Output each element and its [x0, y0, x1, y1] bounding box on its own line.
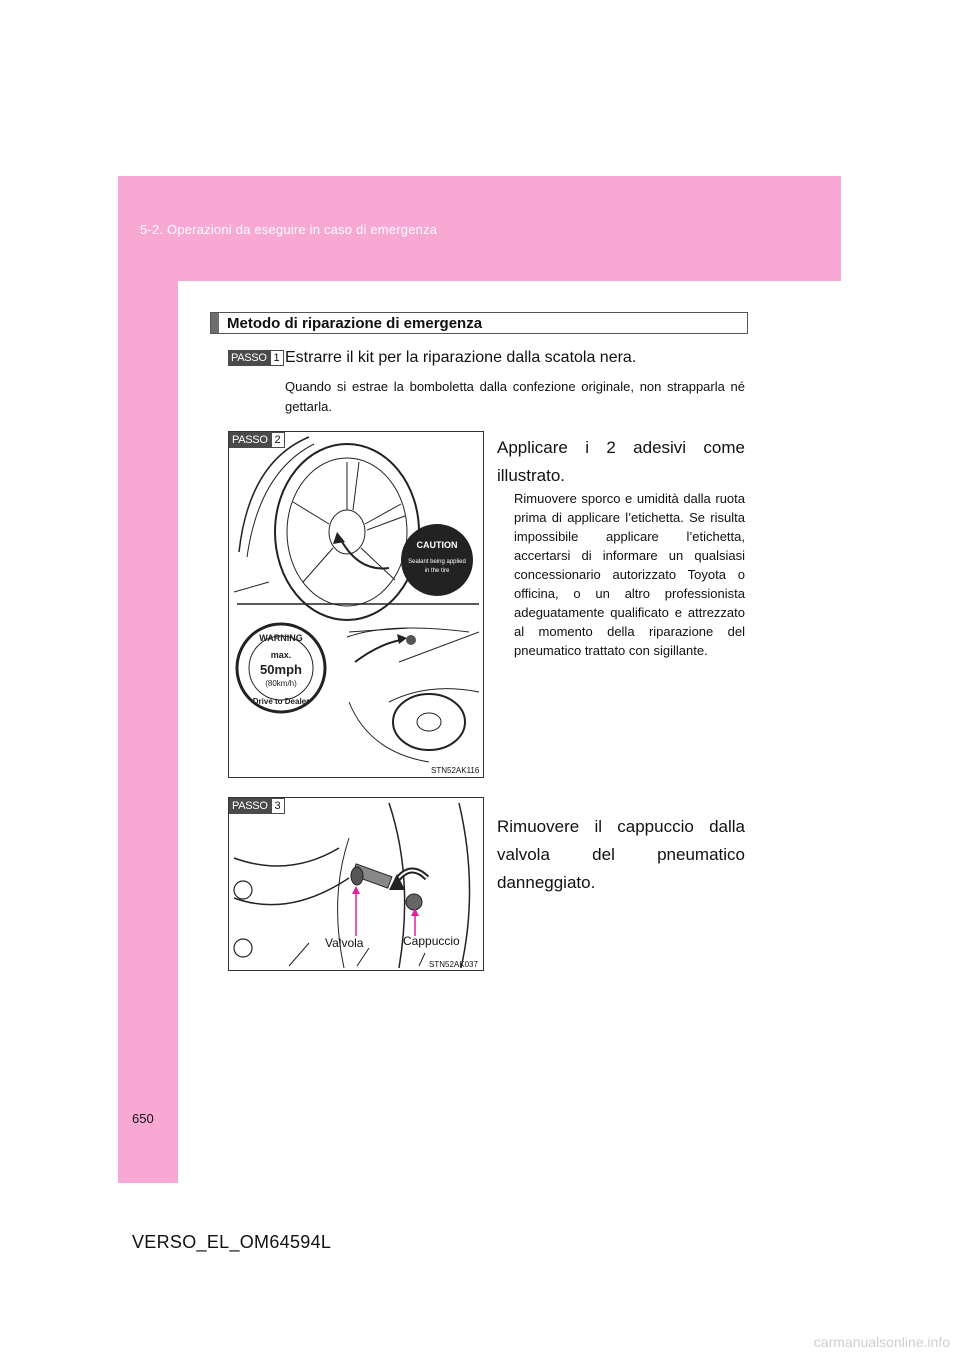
wheel-sticker-illustration: [229, 432, 484, 778]
cap-label: Cappuccio: [403, 934, 460, 948]
warning-speed-alt-text: (80km/h): [265, 679, 297, 688]
warning-speed-text: 50mph: [260, 662, 302, 677]
step-3-title: Rimuovere il cappuccio dalla valvola del pneumatico danneggiato.: [497, 817, 745, 892]
step-3-figure: [228, 797, 484, 971]
step-1-note: Quando si estrae la bomboletta dalla confezione originale, non strapparla né gettarla.: [285, 379, 745, 414]
step-badge-2: [229, 432, 285, 448]
step-badge-word: PASSO: [229, 798, 271, 814]
step-badge-word: PASSO: [229, 432, 271, 448]
step-2-figure: [228, 431, 484, 778]
step-1-title: Estrarre il kit per la riparazione dalla scatola nera.: [285, 349, 637, 366]
figure-code: STN52AK116: [431, 766, 480, 775]
step-badge-number: 1: [270, 350, 284, 366]
step-badge-number: 3: [271, 798, 285, 814]
figure-code: STN52AK037: [429, 960, 478, 969]
heading-bar: [211, 313, 219, 333]
step-badge-3: [229, 798, 285, 814]
heading-text: Metodo di riparazione di emergenza: [227, 314, 483, 332]
warning-bottom-text: Drive to Dealer: [252, 697, 310, 706]
caution-title: CAUTION: [416, 540, 458, 550]
step-badge-number: 2: [271, 432, 285, 448]
section-breadcrumb: 5-2. Operazioni da eseguire in caso di emergenza: [140, 222, 438, 237]
document-code: VERSO_EL_OM64594L: [132, 1232, 332, 1252]
caution-line-1: Sealant being applied: [408, 559, 466, 565]
warning-top-text: WARNING: [259, 633, 303, 643]
caution-line-2: in the tire: [424, 568, 450, 574]
step-badge-word: PASSO: [228, 350, 270, 366]
step-2-title: Applicare i 2 adesivi come illustrato.: [497, 438, 745, 485]
section-heading: [210, 312, 748, 334]
side-band: [118, 281, 178, 1183]
valve-label: Valvola: [325, 936, 364, 950]
page-number: 650: [132, 1111, 154, 1126]
step-2-note: Rimuovere sporco e umidità dalla ruota prima di applicare l’etichetta. Se risulta impossibile applicare l’etichetta, accertarsi di informare un qualsiasi concessionario autorizzato Toyota o officina, o un altro professionista adeguatamente qualificato e attrezzato al momento della riparazione del pneumatico trattato con sigillante.: [514, 491, 745, 658]
step-badge-1: [228, 350, 284, 366]
warning-max-text: max.: [270, 650, 292, 660]
watermark: carmanualsonline.info: [813, 1334, 950, 1350]
